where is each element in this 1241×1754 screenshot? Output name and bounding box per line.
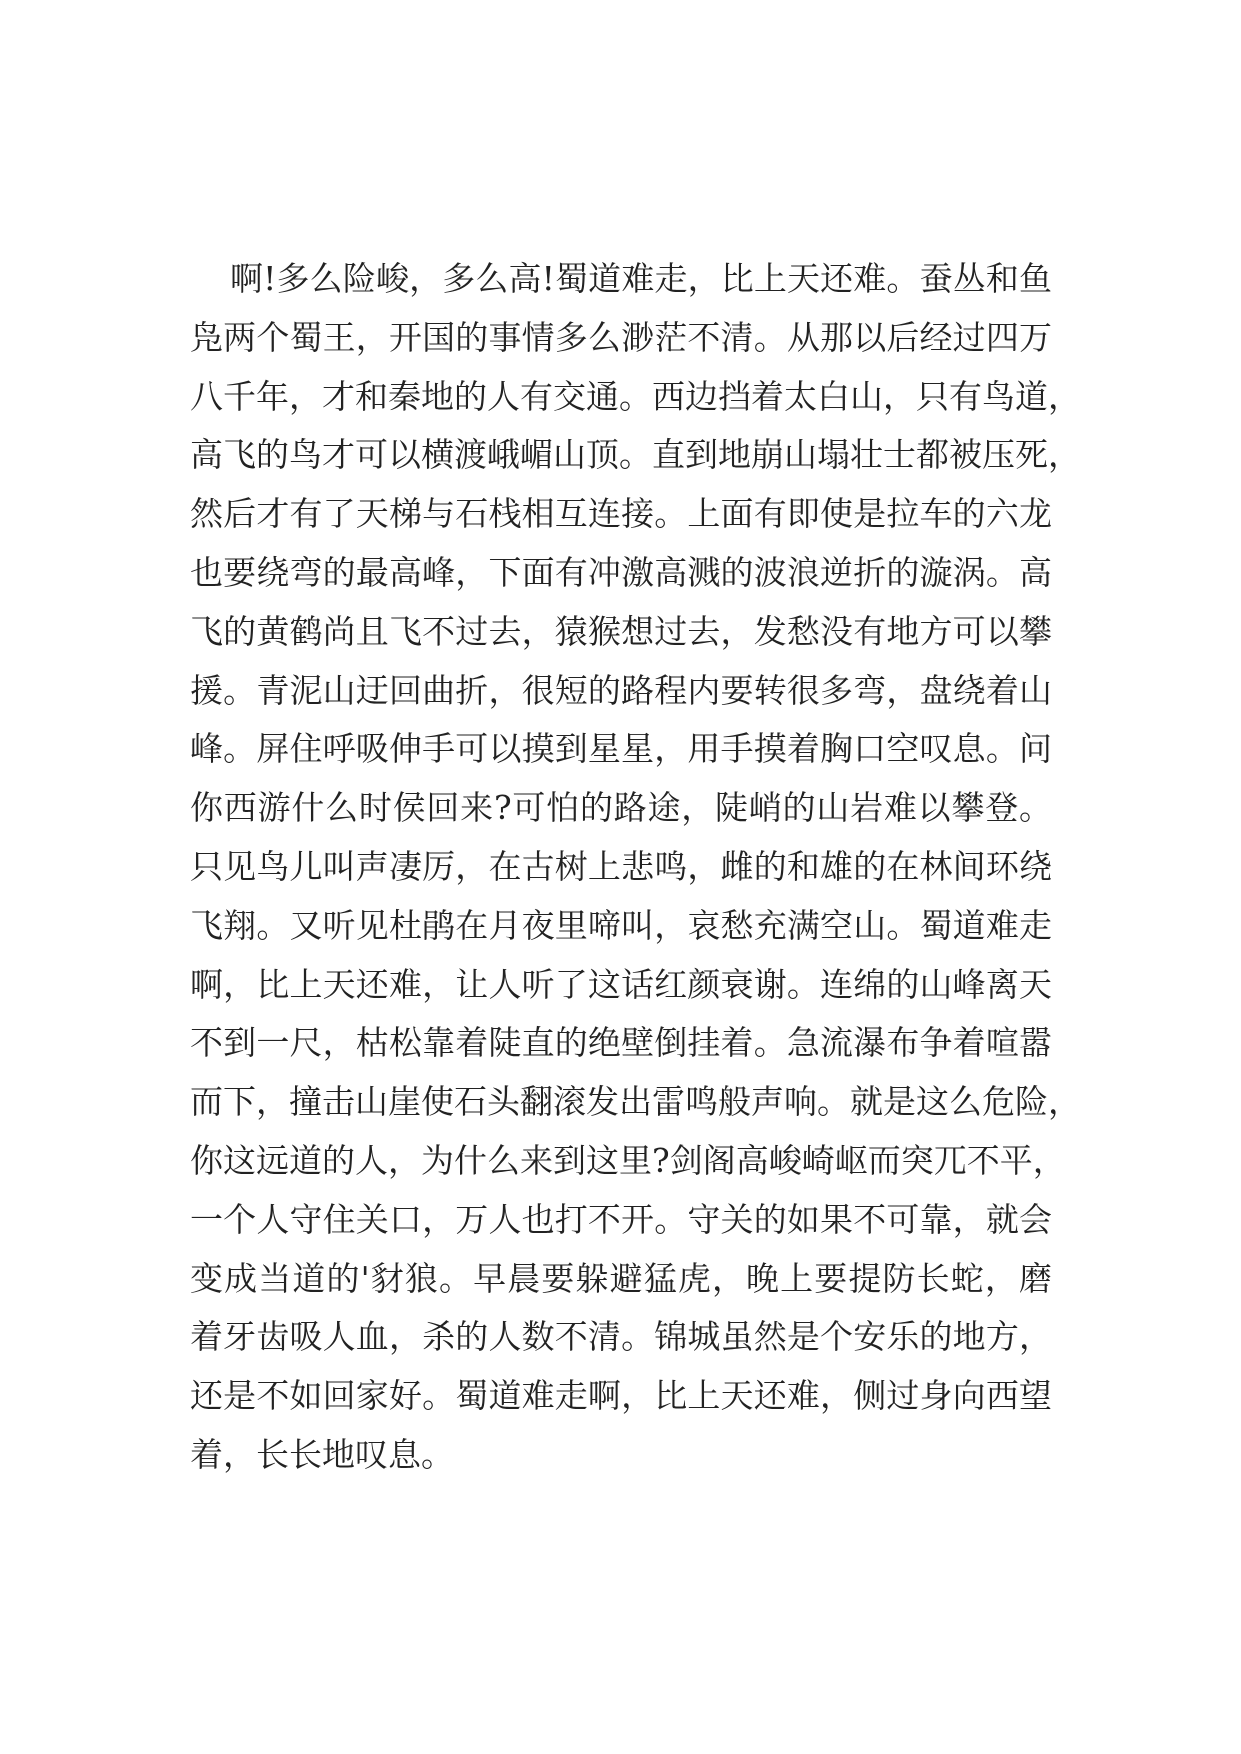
- paragraph-line: 而下，撞击山崖使石头翻滚发出雷鸣般声响。就是这么危险，: [190, 1082, 1081, 1122]
- paragraph-line: 着牙齿吸人血，杀的人数不清。锦城虽然是个安乐的地方，: [190, 1317, 1052, 1357]
- paragraph-line: 然后才有了天梯与石栈相互连接。上面有即使是拉车的六龙: [190, 494, 1052, 534]
- body-paragraph: [190, 250, 1081, 1485]
- paragraph-line: 飞的黄鹤尚且飞不过去，猿猴想过去，发愁没有地方可以攀: [190, 611, 1052, 651]
- paragraph-line: 不到一尺，枯松靠着陡直的绝壁倒挂着。急流瀑布争着喧嚣: [190, 1023, 1052, 1063]
- paragraph-line: 着，长长地叹息。: [190, 1434, 454, 1474]
- paragraph-line: 你这远道的人，为什么来到这里?剑阁高峻崎岖而突兀不平，: [190, 1140, 1066, 1180]
- paragraph-line: 八千年，才和秦地的人有交通。西边挡着太白山，只有鸟道，: [190, 376, 1081, 416]
- paragraph-line: 峰。屏住呼吸伸手可以摸到星星，用手摸着胸口空叹息。问: [190, 729, 1052, 769]
- paragraph-line: 只见鸟儿叫声凄厉，在古树上悲鸣，雌的和雄的在林间环绕: [190, 846, 1052, 886]
- paragraph-line: 飞翔。又听见杜鹃在月夜里啼叫，哀愁充满空山。蜀道难走: [190, 905, 1052, 945]
- paragraph-line: 啊，比上天还难，让人听了这话红颜衰谢。连绵的山峰离天: [190, 964, 1052, 1004]
- paragraph-line: 你西游什么时侯回来?可怕的路途，陡峭的山岩难以攀登。: [190, 788, 1052, 828]
- paragraph-line: 援。青泥山迂回曲折，很短的路程内要转很多弯，盘绕着山: [190, 670, 1052, 710]
- paragraph-line: 变成当道的'豺狼。早晨要躲避猛虎，晚上要提防长蛇，磨: [190, 1258, 1052, 1298]
- paragraph-line: 一个人守住关口，万人也打不开。守关的如果不可靠，就会: [190, 1199, 1052, 1239]
- paragraph-line: 也要绕弯的最高峰，下面有冲激高溅的波浪逆折的漩涡。高: [190, 552, 1052, 592]
- paragraph-line: 还是不如回家好。蜀道难走啊，比上天还难，侧过身向西望: [190, 1376, 1052, 1416]
- paragraph-line: 高飞的鸟才可以横渡峨嵋山顶。直到地崩山塌壮士都被压死，: [190, 435, 1081, 475]
- paragraph-line: 啊!多么险峻，多么高!蜀道难走，比上天还难。蚕丛和鱼: [230, 259, 1052, 298]
- paragraph-line: 凫两个蜀王，开国的事情多么渺茫不清。从那以后经过四万: [190, 317, 1052, 357]
